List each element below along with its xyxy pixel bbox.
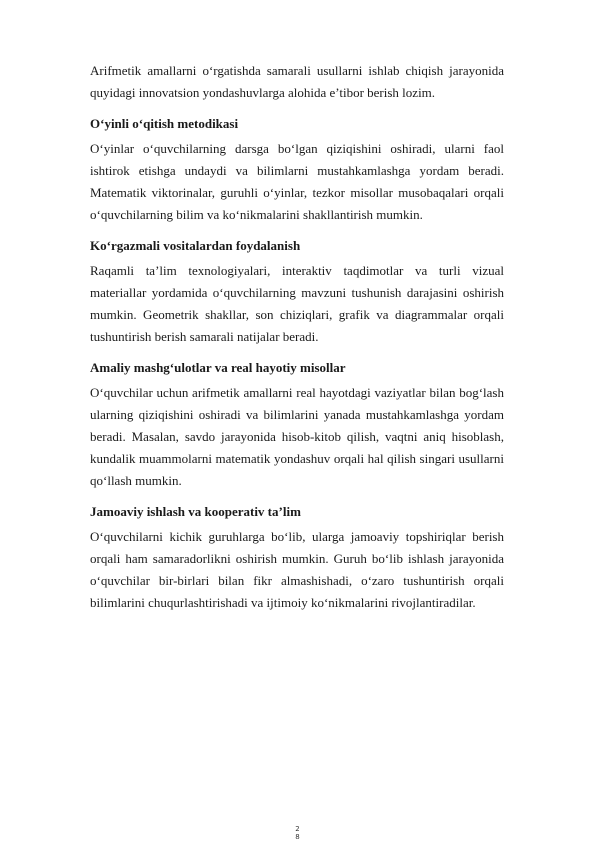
section-heading-cooperative-learning: Jamoaviy ishlash va kooperativ ta’lim [90, 504, 301, 519]
page-number-digit-2: 8 [295, 833, 300, 841]
section-heading-game-based-teaching: O‘yinli o‘qitish metodikasi [90, 116, 239, 131]
page-number [0, 825, 595, 841]
page-number-digit-1: 2 [295, 825, 300, 833]
section-body-cooperative-learning: O‘quvchilarni kichik guruhlarga bo‘lib, ularga jamoaviy topshiriqlar berish orqali ham samaradorlikni oshirish mumkin. Guruh bo‘lib ishlash jarayonida o‘quvchilar bir-birlari bilan fikr almashishadi, o‘zaro tushuntirish orqali bilimlarini chuqurlashtirishadi va ijtimoiy ko‘nikmalarini rivojlantiradilar. [90, 529, 504, 610]
section-heading-practical-exercises: Amaliy mashg‘ulotlar va real hayotiy misollar [90, 360, 346, 375]
intro-paragraph: Arifmetik amallarni o‘rgatishda samarali usullarni ishlab chiqish jarayonida quyidagi innovatsion yondashuvlarga alohida e’tibor berish lozim. [90, 63, 504, 100]
document-page [90, 60, 504, 614]
section-body-game-based-teaching: O‘yinlar o‘quvchilarning darsga bo‘lgan qiziqishini oshiradi, ularni faol ishtirok etishga undaydi va bilimlarni mustahkamlashga yordam beradi. Matematik viktorinalar, guruhli o‘yinlar, tezkor misollar musobaqalari orqali o‘quvchilarning bilim va ko‘nikmalarini shakllantirish mumkin. [90, 141, 504, 222]
section-body-practical-exercises: O‘quvchilar uchun arifmetik amallarni real hayotdagi vaziyatlar bilan bog‘lash ularning qiziqishini oshiradi va bilimlarini yanada mustahkamlashga yordam beradi. Masalan, savdo jarayonida hisob-kitob qilish, vaqtni aniq hisoblash, kundalik muammolarni matematik yondashuv orqali hal qilish singari usullarni qo‘llash mumkin. [90, 385, 504, 488]
section-heading-visual-aids: Ko‘rgazmali vositalardan foydalanish [90, 238, 301, 253]
section-body-visual-aids: Raqamli ta’lim texnologiyalari, interaktiv taqdimotlar va turli vizual materiallar yordamida o‘quvchilarning mavzuni tushunish darajasini oshirish mumkin. Geometrik shakllar, son chiziqlari, grafik va diagrammalar orqali tushuntirish berish samarali natijalar beradi. [90, 263, 504, 344]
